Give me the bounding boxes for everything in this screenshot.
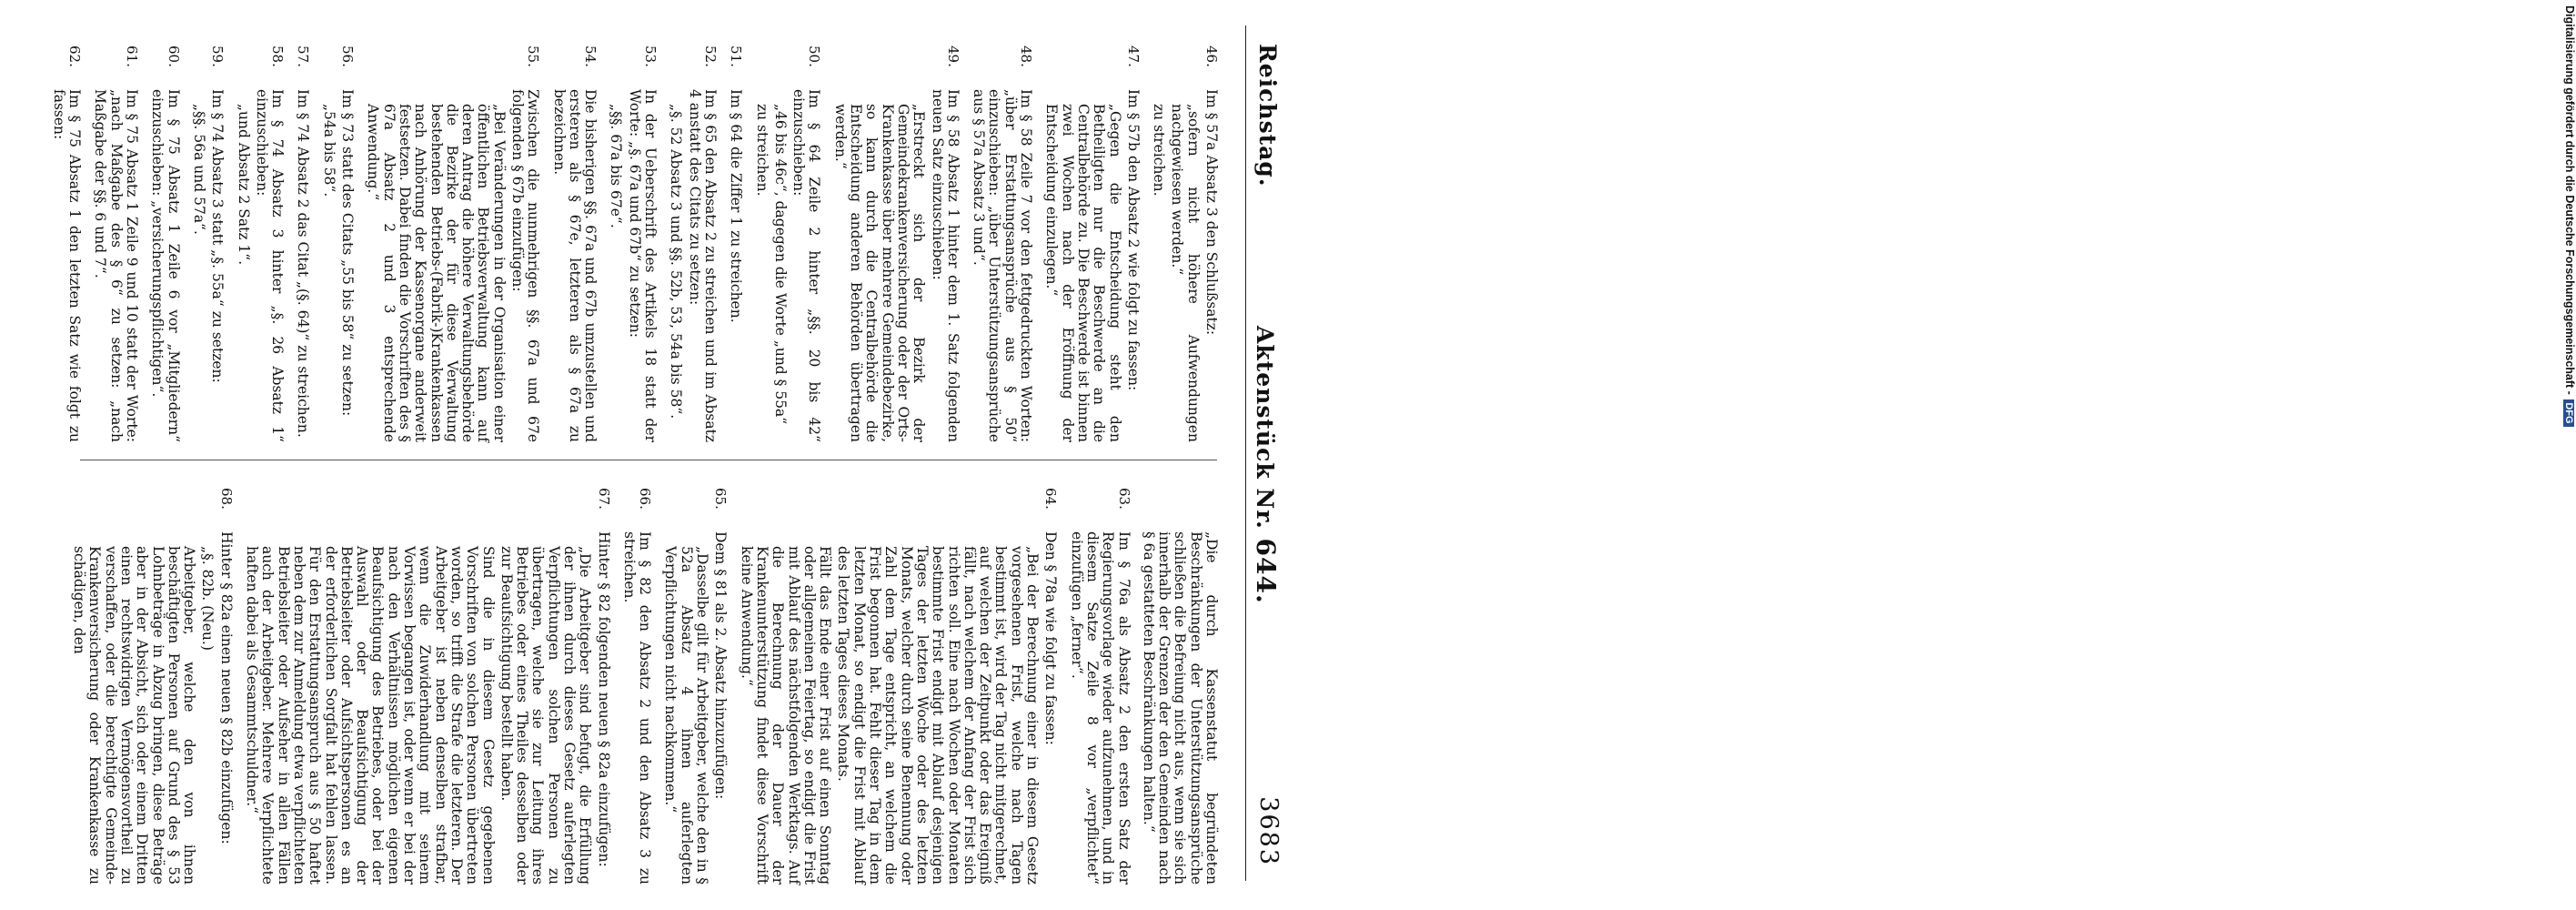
item-text: Im § 57b den Absatz 2 wie folgt zu fassen: — [1124, 89, 1142, 391]
item-quote: „Die Arbeitgeber sind befugt, die Erfüllung der ihnen durch dieses Gesetz auferlegten Verpflichtungen solchen Personen zu übertragen, welche sie zur Leitung ihres Betriebes oder eines Theiles desselben oder zur Beaufsichtigung bestellt haben. — [498, 546, 594, 885]
item-quote: „§. 82b. (Neu.) — [199, 546, 216, 651]
list-item — [71, 484, 234, 885]
item-quote: „Bei der Berechnung einer in diesem Gesetz vorgesehenen Frist, welche nach Tagen bestimmt ist, wird der Tag nicht mitgerechnet, auf welchen der Zeitpunkt oder das Ereigniß fällt, nach welchem der Anfang der Frist sich richten soll. Eine nach Wochen oder Monaten bestimmte Frist endigt mit Ablauf desjenigen Tages der letzten Woche oder des letzten Monats, welcher durch seine Benennung oder Zahl dem Tage entspricht, an welchem die Frist begonnen hat. Fehlt dieser Tag in dem letzten Monat, so endigt die Frist mit Ablauf des letzten Tages dieses Monats. — [835, 546, 1041, 885]
page-number: 3683 — [1254, 796, 1283, 866]
item-number: 57. — [295, 46, 312, 67]
list-item — [365, 42, 540, 442]
item-quote: „§§. 56a und 57a“. — [190, 104, 207, 235]
list-item — [831, 42, 960, 442]
item-number: 62. — [66, 46, 84, 67]
item-number: 60. — [165, 46, 182, 67]
item-quote: „Dasselbe gilt für Arbeitgeber, welche den in § 52a Absatz 4 ihnen auferlegten Verpflichtungen nicht nachkommen.“ — [662, 546, 711, 885]
list-item — [971, 42, 1033, 442]
item-quote: „54a bis 58“. — [320, 104, 337, 197]
item-text: Im § 74 Absatz 3 statt „§. 55a“ zu setzen: — [209, 89, 226, 383]
list-item — [1068, 484, 1131, 885]
list-item — [51, 42, 83, 442]
item-text: Im § 64 Zeile 2 hinter „§§. 20 bis 42“ einzuschieben: — [790, 89, 823, 442]
item-text: Im § 74 Absatz 2 das Citat „(§. 64)“ zu streichen. — [295, 89, 312, 438]
item-text: Im § 65 den Absatz 2 zu streichen und im Absatz 4 anstatt des Citats zu setzen: — [686, 89, 719, 442]
item-continuation: Sind die in diesem Gesetz gegebenen Vorschriften von solchen Personen übertreten worden, so trifft die Strafe die letzteren. Der Arbeitgeber ist neben denselben strafbar, wenn die Zuwiderhandlung mit seinem Vorwissen begangen ist, oder wenn er bei der nach den Verhältnissen möglichen eigenen Beaufsichtigung des Betriebes, oder bei der Auswahl oder Beaufsichtigung der Betriebsleiter oder Aufsichtspersonen es an der erforderlichen Sorgfalt hat fehlen lassen. Für den Erstattungsanspruch aus § 50 haftet neben dem zur Anmeldung etwa verpflichteten Betriebsleiter oder Aufseher in allen Fällen auch der Arbeitgeber. Mehrere Verpflichtete haften dabei als Gesammtschuldner.“ — [244, 546, 497, 885]
item-number: 56. — [339, 46, 357, 67]
item-continuation: zu streichen. — [753, 104, 770, 197]
item-text: Im § 75 Absatz 1 Zeile 9 und 10 statt der Worte: „nach Maßgabe des § 6“ zu setzen: „nach Maßgabe der §§. 6 und 7“. — [92, 89, 141, 442]
item-text: Im § 57a Absatz 3 den Schlußsatz: — [1203, 89, 1220, 336]
item-text: Im § 64 die Ziffer 1 zu streichen. — [728, 89, 745, 323]
list-item — [550, 42, 598, 442]
item-number: 67. — [595, 488, 612, 510]
item-quote: „§. 52 Absatz 3 und §§. 52b, 53, 54a bis 58“. — [668, 104, 685, 420]
item-number: 55. — [525, 46, 542, 67]
item-text: Im § 75 Absatz 1 Zeile 6 vor „Mitgliedern“ einzuschieben: „versicherungspflichtigen“. — [149, 89, 182, 442]
item-number: 61. — [124, 46, 141, 67]
list-item — [1151, 42, 1219, 442]
right-intro-text: „Die durch Kassenstatut begründeten Beschränkungen der Unterstützungsansprüche schließen die Befreiung nicht aus, wenn sie sich innerhalb der Grenzen der den Gemeinden nach § 6a gestatteten Beschränkungen halten.“ — [1140, 531, 1220, 885]
list-item — [235, 42, 285, 442]
item-text: Den § 78a wie folgt zu fassen: — [1042, 531, 1060, 745]
right-column — [61, 484, 1219, 885]
header-left-title: Reichstag. — [1254, 44, 1281, 187]
item-text: Hinter § 82a einen neuen § 82b einzufügen: — [217, 531, 235, 844]
item-text: Die bisherigen §§. 67a und 67b umzustellen und ersteren als § 67e, letzteren als § 67a zu bezeichnen. — [550, 89, 599, 442]
item-text: Im § 73 statt des Citats „55 bis 58“ zu setzen: — [339, 89, 357, 417]
list-item — [149, 42, 181, 442]
item-quote: „46 bis 46c“, dagegen die Worte „und § 55a“ — [771, 104, 789, 425]
item-number: 53. — [642, 46, 659, 67]
item-number: 49. — [944, 46, 961, 67]
item-quote: „§§. 67a bis 67e“. — [608, 104, 625, 228]
list-item — [295, 42, 310, 442]
list-item — [1043, 42, 1141, 442]
item-text: Dem § 81 als 2. Absatz hinzuzufügen: — [712, 531, 730, 800]
item-text: Im § 58 Absatz 1 hinter dem 1. Satz folgenden neuen Satz einzuschieben: — [929, 89, 961, 442]
dfg-credit: Digitalisierung gefördert durch die Deutsche Forschungsgemeinschaft - — [2563, 5, 2576, 399]
item-quote: „Erstreckt sich der Bezirk der Gemeindekrankenversicherung oder der Orts-Krankenkasse über mehrere Gemeindebezirke, so kann durch die Centralbehörde die Entscheidung anderen Behörden übertragen werden.“ — [831, 104, 928, 442]
item-quote: „und Absatz 2 Satz 1“. — [235, 104, 252, 266]
item-text: Im § 76a als Absatz 2 den ersten Satz der Regierungsvorlage wieder aufzunehmen, und in diesem Satze Zeile 8 vor „verpflichtet“ einzufügen „ferner“. — [1068, 531, 1132, 885]
item-number: 54. — [582, 46, 599, 67]
list-item — [608, 42, 658, 442]
item-number: 51. — [728, 46, 745, 67]
list-item — [738, 484, 1058, 885]
dfg-logo: DFG — [2563, 399, 2574, 426]
item-text: Im § 58 Zeile 7 vor den fettgedruckten Worten: „über Erstattungsansprüche aus § 50“ einzuschieben: „über Unterstützungsansprüche aus § 57a Absatz 3 und“. — [971, 89, 1035, 442]
list-item — [320, 42, 355, 442]
dfg-footer — [1273, 0, 2576, 910]
item-text: Zwischen die nunmehrigen §§. 67a und 67e folgenden § 67b einzufügen: — [509, 89, 542, 442]
item-quote: „sofern nicht höhere Aufwendungen nachgewiesen werden.“ — [1169, 104, 1202, 442]
item-number: 46. — [1203, 46, 1220, 67]
item-text: In der Ueberschrift des Artikels 18 statt der Worte: „§. 67a und 67b“ zu setzen: — [626, 89, 659, 442]
item-number: 59. — [209, 46, 226, 67]
header-prefix: Aktenstück Nr. — [1252, 326, 1278, 530]
item-text: Im § 82 den Absatz 2 und den Absatz 3 zu streichen. — [620, 531, 654, 885]
dfg-footer-text — [2552, 5, 2576, 906]
item-number: 58. — [269, 46, 287, 67]
item-continuation: Fällt das Ende einer Frist auf einen Sonntag oder allgemeinen Feiertag, so endigt die Frist mit Ablauf des nächstfolgenden Werktags. Auf die Berechnung der Dauer der Krankenunterstützung findet diese Vorschrift keine Anwendung.“ — [738, 546, 834, 885]
list-item — [753, 42, 821, 442]
item-quote: „Gegen die Entscheidung steht den Betheiligten nur die Beschwerde an die Centralbehörde zu. Die Beschwerde ist binnen zwei Wochen nach der Eröffnung der Entscheidung einzulegen.“ — [1043, 104, 1123, 442]
item-text: Hinter § 82 folgenden neuen § 82a einzufügen: — [595, 531, 612, 867]
item-number: 48. — [1018, 46, 1035, 67]
list-item — [728, 42, 743, 442]
item-text: Im § 74 Absatz 3 hinter „§. 26 Absatz 1“ einzuschieben: — [253, 89, 287, 442]
item-number: 52. — [701, 46, 719, 67]
item-number: 50. — [806, 46, 823, 67]
item-continuation: zu streichen. — [1151, 104, 1168, 197]
list-item — [244, 484, 611, 885]
item-number: 64. — [1042, 488, 1060, 510]
list-item — [92, 42, 139, 442]
item-number: 65. — [712, 488, 730, 510]
item-number: 68. — [217, 488, 235, 510]
list-item — [191, 42, 226, 442]
list-item — [668, 42, 718, 442]
left-column — [41, 42, 1219, 442]
item-number: 47. — [1124, 46, 1142, 67]
item-quote: „Bei Veränderungen in der Organisation einer öffentlichen Betriebsverwaltung kann auf deren Antrag die höhere Verwaltungsbehörde die Bezirke der für diese Verwaltung bestehenden Betriebs-(Fabrik-)Krankenkassen nach Anhörung der Kassenorgane anderweit festsetzen. Dabei finden die Vorschriften des § 67a Absatz 2 und 3 entsprechende Anwendung.“ — [365, 104, 508, 442]
item-number: 66. — [637, 488, 654, 510]
header-number: 644. — [1251, 538, 1281, 604]
list-item — [662, 484, 728, 885]
item-continuation: Arbeitgeber, welche den von ihnen beschäftigten Personen auf Grund des § 53 Lohnbeträge in Abzug bringen, diese Beträge aber in der Absicht, sich oder einem Dritten einen rechtswidrigen Vermögensvortheil zu verschaffen, oder die berechtigte Gemeinde-Krankenversicherung oder Krankenkasse zu schädigen, den — [71, 546, 198, 885]
item-number: 63. — [1115, 488, 1132, 510]
item-text: Im § 75 Absatz 1 den letzten Satz wie folgt zu fassen: — [50, 89, 84, 442]
list-item — [621, 484, 653, 885]
